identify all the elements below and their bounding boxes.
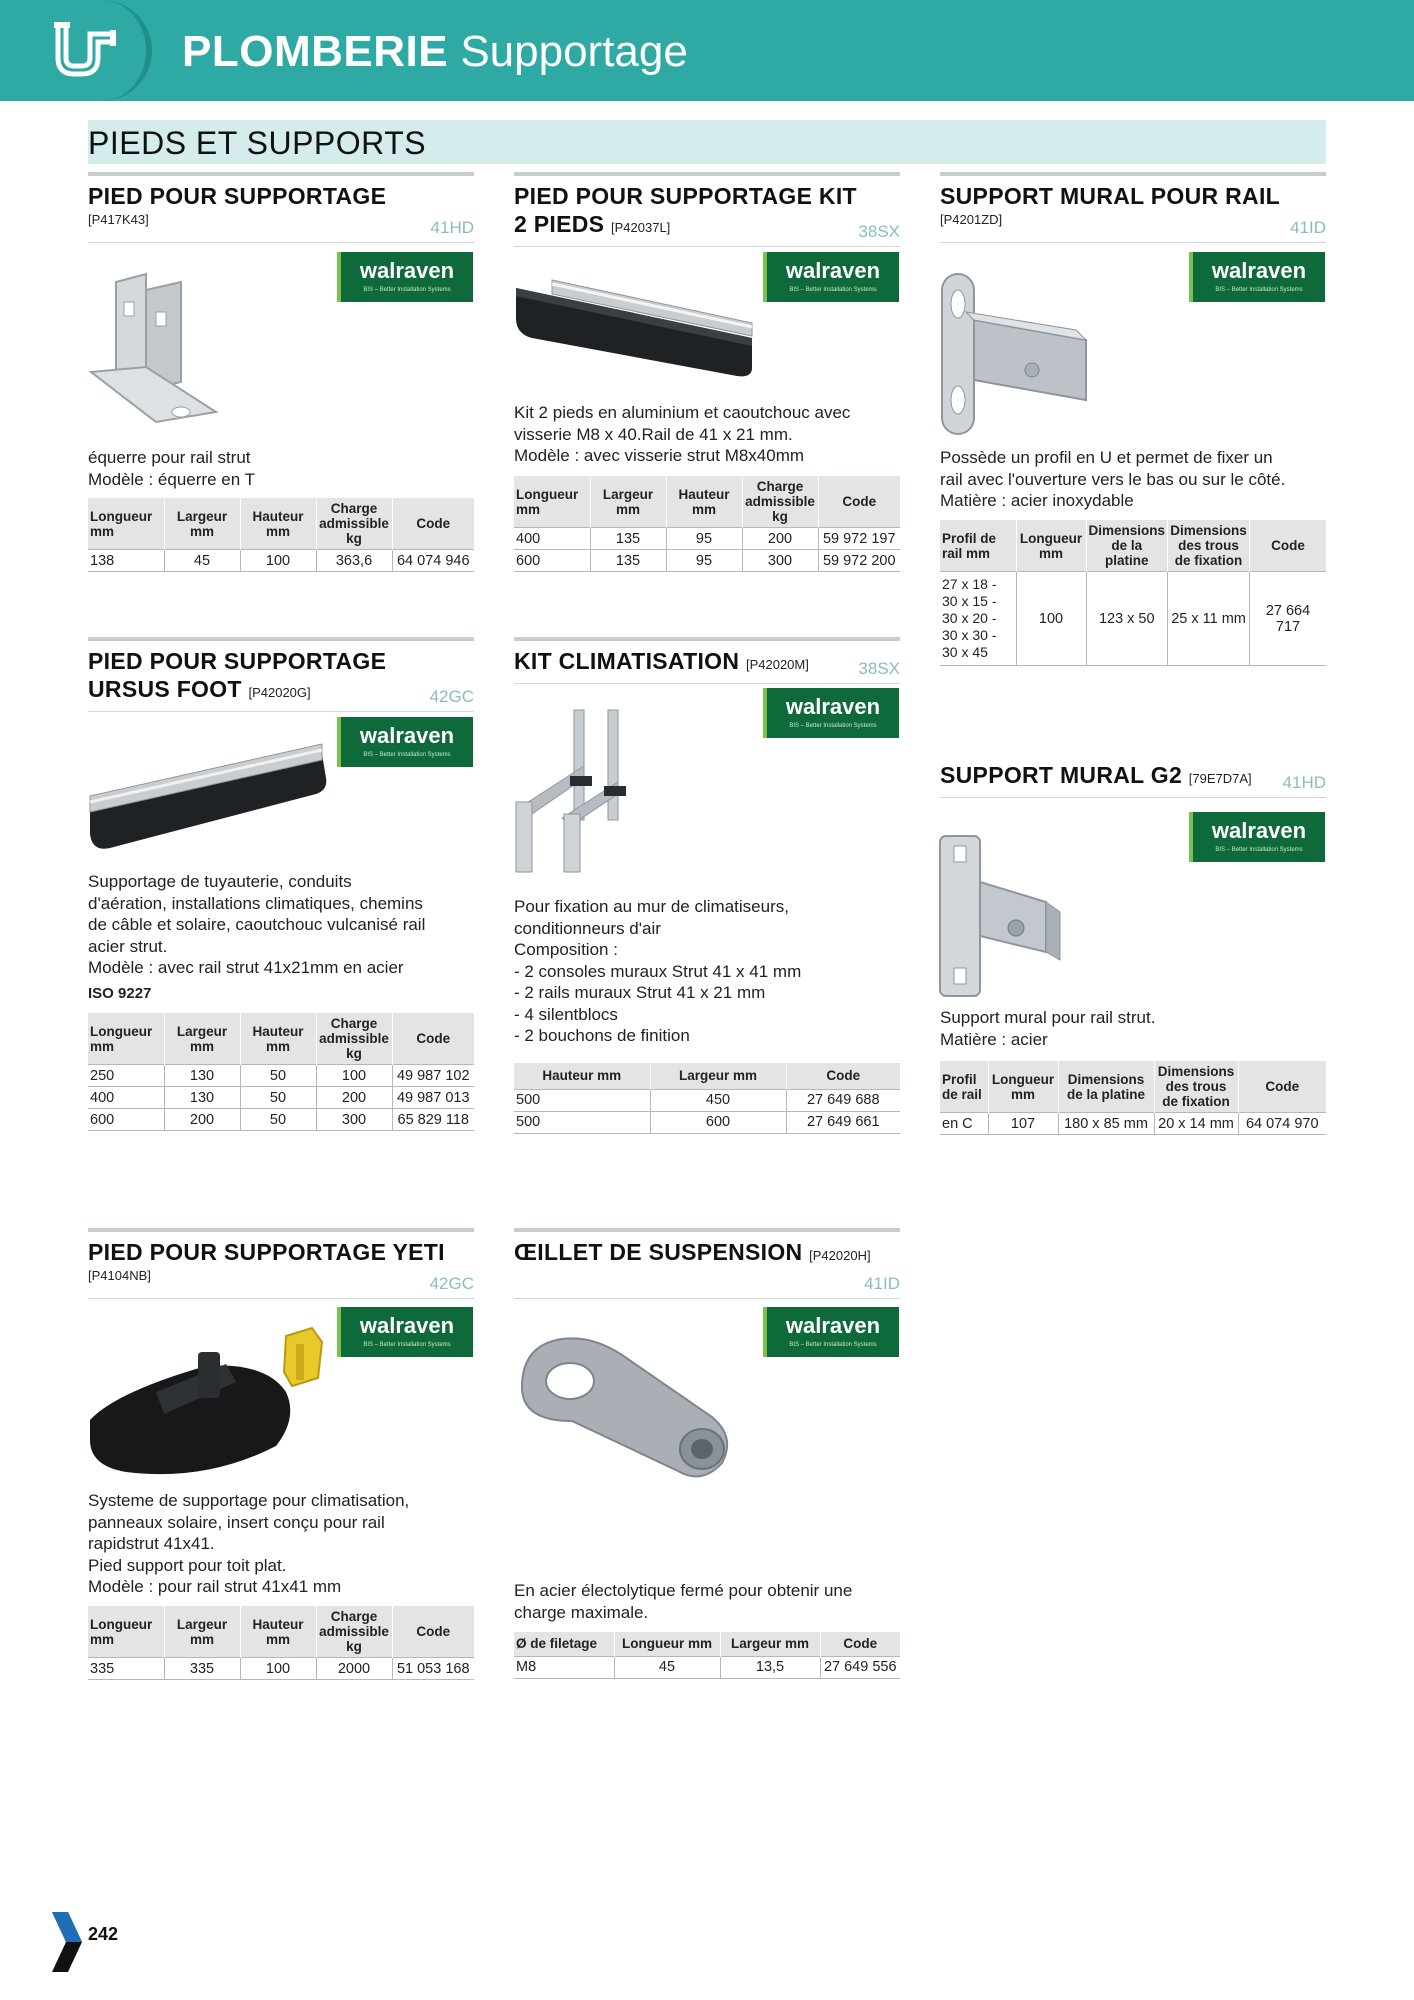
col-header: Dimensions de la platine <box>1058 1061 1154 1113</box>
product-header <box>514 647 900 679</box>
table-cell: 200 <box>742 528 818 550</box>
product-card-yeti <box>88 1228 474 1299</box>
title-line: SUPPORT MURAL G2 <box>940 762 1183 788</box>
product-description <box>940 447 1326 512</box>
brand-name: walraven <box>785 1313 881 1338</box>
product-ref: [P4201ZD] <box>940 212 1003 227</box>
walraven-logo <box>337 717 473 767</box>
desc-line: panneaux solaire, insert conçu pour rail <box>88 1512 385 1532</box>
air-conditioning-brackets-image <box>512 706 632 876</box>
brand-name: walraven <box>359 1313 455 1338</box>
brand-tagline: BIS – Better Installation Systems <box>363 287 451 293</box>
product-ref: [P42020M] <box>745 657 809 672</box>
desc-line: - 2 rails muraux Strut 41 x 21 mm <box>514 983 766 1002</box>
product-header <box>88 647 474 707</box>
desc-line: Systeme de supportage pour climatisation, <box>88 1491 410 1510</box>
product-description <box>514 402 900 467</box>
table-cell: 200 <box>164 1109 240 1131</box>
equerre-bracket-image <box>86 272 226 442</box>
product-category-code: 38SX <box>858 222 900 241</box>
table-cell: 27 664 717 <box>1250 572 1326 666</box>
divider <box>88 637 474 641</box>
col-header: Code <box>820 1632 900 1656</box>
col-header: Hauteur mm <box>514 1063 650 1089</box>
col-header: Charge admissible kg <box>742 476 818 528</box>
col-header: Code <box>786 1063 900 1089</box>
wall-support-g2-image <box>936 832 1066 1002</box>
brand-tagline: BIS – Better Installation Systems <box>1215 847 1303 853</box>
table-cell: 600 <box>650 1111 786 1133</box>
divider <box>514 1228 900 1232</box>
brand-name: walraven <box>359 723 455 748</box>
col-header: Charge admissible kg <box>316 1013 392 1065</box>
brand-name: walraven <box>1211 258 1307 283</box>
table-cell: 49 987 102 <box>392 1065 474 1087</box>
table-cell: 300 <box>316 1109 392 1131</box>
ursus-foot-image <box>86 738 336 853</box>
divider <box>940 797 1326 798</box>
col-header: Code <box>1250 520 1326 572</box>
table-cell: 95 <box>666 528 742 550</box>
col-header: Code <box>392 1606 474 1658</box>
product-category-code: 41HD <box>1282 773 1326 792</box>
desc-line: Modèle : avec visserie strut M8x40mm <box>514 446 805 465</box>
brand-name: walraven <box>785 694 881 719</box>
table-cell: en C <box>940 1113 988 1135</box>
product-title <box>88 647 474 707</box>
section-banner <box>88 120 1326 164</box>
table-cell: 130 <box>164 1087 240 1109</box>
desc-line: rapidstrut 41x41. <box>88 1534 215 1553</box>
table-row <box>940 572 1326 666</box>
page-header <box>0 0 1414 101</box>
page-number: 242 <box>88 1924 119 1944</box>
table-cell: 500 <box>514 1089 650 1111</box>
norm-label: ISO 9227 <box>88 984 152 1002</box>
table-row <box>940 1113 1326 1135</box>
table-cell: 363,6 <box>316 550 392 572</box>
product-ref: [P4104NB] <box>88 1268 151 1283</box>
table-cell: 49 987 013 <box>392 1087 474 1109</box>
desc-line: Possède un profil en U et permet de fixer un <box>940 448 1273 467</box>
desc-line: équerre pour rail strut <box>88 448 251 467</box>
table-cell: 50 <box>240 1109 316 1131</box>
desc-line: - 2 consoles muraux Strut 41 x 41 mm <box>514 961 802 981</box>
table-cell: 400 <box>88 1087 164 1109</box>
table-row <box>88 550 474 572</box>
product-header <box>514 182 900 242</box>
product-title: PIED POUR SUPPORTAGE <box>88 183 387 209</box>
table-row <box>514 528 900 550</box>
table-cell: 107 <box>988 1113 1058 1135</box>
table-cell: 50 <box>240 1065 316 1087</box>
table-cell: 500 <box>514 1111 650 1133</box>
col-header: Largeur mm <box>164 1606 240 1658</box>
walraven-logo <box>763 252 899 302</box>
table-cell: 135 <box>590 550 666 572</box>
desc-line: Matière : acier inoxydable <box>940 491 1134 510</box>
table-row <box>88 1065 474 1087</box>
col-header: Longueur mm <box>1016 520 1086 572</box>
col-header: Longueur mm <box>988 1061 1058 1113</box>
table-cell: 138 <box>88 550 164 572</box>
product-ref: [79E7D7A] <box>1188 771 1252 786</box>
desc-line: Support mural pour rail strut. <box>940 1008 1156 1027</box>
table-cell: 59 972 200 <box>818 550 900 572</box>
product-card-pied-kit-2-pieds <box>514 172 900 247</box>
chevron-right-icon <box>50 1910 84 1974</box>
walraven-logo <box>763 1307 899 1357</box>
table-cell: 95 <box>666 550 742 572</box>
table-cell: 100 <box>240 550 316 572</box>
product-title: PIED POUR SUPPORTAGE YETI <box>88 1239 445 1265</box>
desc-line: charge maximale. <box>514 1602 649 1622</box>
product-card-support-mural-rail <box>940 172 1326 243</box>
desc-line: de câble et solaire, caoutchouc vulcanisé rail <box>88 915 426 934</box>
table-cell: 135 <box>590 528 666 550</box>
table-cell: 180 x 85 mm <box>1058 1113 1154 1135</box>
divider <box>514 683 900 684</box>
product-header <box>940 761 1326 793</box>
table-cell: 27 649 688 <box>786 1089 900 1111</box>
desc-line: Pour fixation au mur de climatiseurs, <box>514 897 789 916</box>
desc-line: Kit 2 pieds en aluminium et caoutchouc avec <box>514 403 851 422</box>
table-row <box>514 1656 900 1678</box>
col-header: Profil de rail mm <box>940 520 1016 572</box>
product-title <box>514 182 900 242</box>
divider <box>940 172 1326 176</box>
table-cell: 335 <box>164 1658 240 1680</box>
table-cell: 45 <box>164 550 240 572</box>
product-description <box>88 871 474 1004</box>
spec-table <box>940 520 1326 666</box>
col-header: Dimensions des trous de fixation <box>1154 1061 1238 1113</box>
table-row <box>88 1087 474 1109</box>
desc-line: Matière : acier <box>940 1029 1048 1049</box>
col-header: Longueur mm <box>88 1013 164 1065</box>
table-row <box>88 1658 474 1680</box>
title-line: KIT CLIMATISATION <box>514 648 740 674</box>
table-cell: 27 649 661 <box>786 1111 900 1133</box>
product-category-code: 42GC <box>429 1274 474 1293</box>
product-description <box>940 1007 1326 1050</box>
col-header: Code <box>392 1013 474 1065</box>
title-line: PIED POUR SUPPORTAGE <box>88 648 387 674</box>
divider <box>514 172 900 176</box>
table-cell: 50 <box>240 1087 316 1109</box>
desc-line: En acier électolytique fermé pour obtenir une <box>514 1581 853 1600</box>
col-header: Charge admissible kg <box>316 1606 392 1658</box>
col-header: Hauteur mm <box>240 1606 316 1658</box>
table-cell: 450 <box>650 1089 786 1111</box>
table-cell: 300 <box>742 550 818 572</box>
product-title <box>514 1238 900 1270</box>
table-cell: 64 074 946 <box>392 550 474 572</box>
title-category: PLOMBERIE <box>182 27 449 76</box>
section-title: PIEDS ET SUPPORTS <box>88 125 427 161</box>
col-header: Largeur mm <box>164 1013 240 1065</box>
table-cell: 400 <box>514 528 590 550</box>
product-ref: [P42020H] <box>809 1248 871 1263</box>
col-header: Dimensions des trous de fixation <box>1168 520 1250 572</box>
table-cell: 600 <box>514 550 590 572</box>
spec-table <box>514 1063 900 1134</box>
col-header: Largeur mm <box>650 1063 786 1089</box>
desc-line: Pied support pour toit plat. <box>88 1555 287 1575</box>
desc-line: Composition : <box>514 940 618 959</box>
desc-line: rail avec l'ouverture vers le bas ou sur le côté. <box>940 469 1286 489</box>
col-header: Largeur mm <box>164 498 240 550</box>
brand-name: walraven <box>785 258 881 283</box>
col-header: Longueur mm <box>514 476 590 528</box>
col-header: Hauteur mm <box>666 476 742 528</box>
product-ref: [P417K43] <box>88 212 149 227</box>
table-cell: 51 053 168 <box>392 1658 474 1680</box>
product-category-code: 41ID <box>864 1274 900 1293</box>
brand-tagline: BIS – Better Installation Systems <box>789 1342 877 1348</box>
product-card-ursus-foot <box>88 637 474 712</box>
desc-line: - 2 bouchons de finition <box>514 1026 690 1045</box>
table-row <box>514 1089 900 1111</box>
col-header: Largeur mm <box>590 476 666 528</box>
title-subcategory: Supportage <box>460 27 688 76</box>
walraven-logo <box>1189 812 1325 862</box>
col-header: Code <box>392 498 474 550</box>
col-header: Longueur mm <box>614 1632 720 1656</box>
col-header: Longueur mm <box>88 498 164 550</box>
divider <box>514 246 900 247</box>
table-cell: 45 <box>614 1656 720 1678</box>
product-card-pied-supportage <box>88 172 474 243</box>
col-header: Charge admissible kg <box>316 498 392 550</box>
product-header <box>88 182 474 238</box>
table-cell: 27 x 18 - 30 x 15 - 30 x 20 - 30 x 30 - 30 x 45 <box>940 572 1016 666</box>
product-description <box>514 896 900 1047</box>
divider <box>88 242 474 243</box>
product-header <box>940 182 1326 238</box>
brand-tagline: BIS – Better Installation Systems <box>789 287 877 293</box>
desc-line: d'aération, installations climatiques, chemins <box>88 893 423 913</box>
divider <box>940 242 1326 243</box>
col-header: Code <box>1238 1061 1326 1113</box>
page-title <box>182 26 688 78</box>
table-cell: 250 <box>88 1065 164 1087</box>
table-row <box>88 1109 474 1131</box>
walraven-logo <box>1189 252 1325 302</box>
spec-table <box>88 498 474 572</box>
brand-tagline: BIS – Better Installation Systems <box>363 1342 451 1348</box>
product-category-code: 41HD <box>430 218 474 237</box>
title-line: PIED POUR SUPPORTAGE KIT <box>514 183 857 209</box>
table-cell: 123 x 50 <box>1086 572 1168 666</box>
product-category-code: 38SX <box>858 659 900 678</box>
divider <box>88 1228 474 1232</box>
brand-tagline: BIS – Better Installation Systems <box>363 752 451 758</box>
product-card-oeillet-suspension <box>514 1228 900 1299</box>
desc-line: Modèle : équerre en T <box>88 469 255 489</box>
desc-line: Supportage de tuyauterie, conduits <box>88 872 352 891</box>
product-description <box>88 1490 474 1598</box>
table-cell: 13,5 <box>720 1656 820 1678</box>
product-card-support-mural-g2 <box>940 761 1326 798</box>
walraven-logo <box>763 688 899 738</box>
product-description <box>88 447 474 490</box>
col-header: Profil de rail <box>940 1061 988 1113</box>
table-cell: 200 <box>316 1087 392 1109</box>
product-header <box>514 1238 900 1294</box>
brand-tagline: BIS – Better Installation Systems <box>789 723 877 729</box>
table-row <box>514 550 900 572</box>
wall-support-u-profile-image <box>936 270 1096 440</box>
table-cell: 100 <box>1016 572 1086 666</box>
product-header <box>88 1238 474 1294</box>
product-category-code: 42GC <box>429 687 474 706</box>
desc-line: Modèle : avec rail strut 41x21mm en acier <box>88 958 404 977</box>
product-title: SUPPORT MURAL POUR RAIL <box>940 183 1280 209</box>
table-cell: 64 074 970 <box>1238 1113 1326 1135</box>
rubber-foot-kit-image <box>512 268 762 383</box>
brand-name: walraven <box>359 258 455 283</box>
table-cell: 130 <box>164 1065 240 1087</box>
product-category-code: 41ID <box>1290 218 1326 237</box>
spec-table <box>940 1061 1326 1135</box>
title-line: URSUS FOOT <box>88 676 242 702</box>
product-title <box>940 761 1326 793</box>
col-header: Longueur mm <box>88 1606 164 1658</box>
table-cell: 20 x 14 mm <box>1154 1113 1238 1135</box>
table-cell: 59 972 197 <box>818 528 900 550</box>
table-cell: 100 <box>316 1065 392 1087</box>
spec-table <box>88 1606 474 1680</box>
product-ref: [P42037L] <box>611 220 671 235</box>
walraven-logo <box>337 252 473 302</box>
col-header: Ø de filetage <box>514 1632 614 1656</box>
divider <box>88 1298 474 1299</box>
col-header: Largeur mm <box>720 1632 820 1656</box>
table-cell: 25 x 11 mm <box>1168 572 1250 666</box>
col-header: Dimensions de la platine <box>1086 520 1168 572</box>
col-header: Code <box>818 476 900 528</box>
desc-line: visserie M8 x 40.Rail de 41 x 21 mm. <box>514 424 793 444</box>
table-cell: 27 649 556 <box>820 1656 900 1678</box>
table-cell: 100 <box>240 1658 316 1680</box>
spec-table <box>88 1013 474 1131</box>
product-description <box>514 1580 900 1623</box>
table-cell: 65 829 118 <box>392 1109 474 1131</box>
divider <box>88 711 474 712</box>
desc-line: Modèle : pour rail strut 41x41 mm <box>88 1577 342 1596</box>
desc-line: acier strut. <box>88 936 168 956</box>
product-card-kit-climatisation <box>514 637 900 684</box>
table-cell: 335 <box>88 1658 164 1680</box>
divider <box>88 172 474 176</box>
suspension-eyelet-image <box>512 1325 737 1495</box>
spec-table <box>514 1632 900 1679</box>
desc-line: conditionneurs d'air <box>514 918 661 938</box>
table-cell: 600 <box>88 1109 164 1131</box>
divider <box>514 637 900 641</box>
table-row <box>514 1111 900 1133</box>
desc-line: - 4 silentblocs <box>514 1004 618 1024</box>
col-header: Hauteur mm <box>240 498 316 550</box>
table-cell: M8 <box>514 1656 614 1678</box>
header-icon-tab <box>0 0 152 101</box>
divider <box>514 1298 900 1299</box>
page-number-badge <box>50 1910 119 1979</box>
product-title <box>514 647 900 679</box>
brand-name: walraven <box>1211 818 1307 843</box>
product-ref: [P42020G] <box>248 685 311 700</box>
plumbing-pipe-icon <box>52 20 122 82</box>
walraven-logo <box>337 1307 473 1357</box>
title-line: 2 PIEDS <box>514 211 605 237</box>
brand-tagline: BIS – Better Installation Systems <box>1215 287 1303 293</box>
table-cell: 2000 <box>316 1658 392 1680</box>
spec-table <box>514 476 900 572</box>
col-header: Hauteur mm <box>240 1013 316 1065</box>
title-line: ŒILLET DE SUSPENSION <box>514 1239 803 1265</box>
yeti-foot-image <box>86 1322 336 1487</box>
